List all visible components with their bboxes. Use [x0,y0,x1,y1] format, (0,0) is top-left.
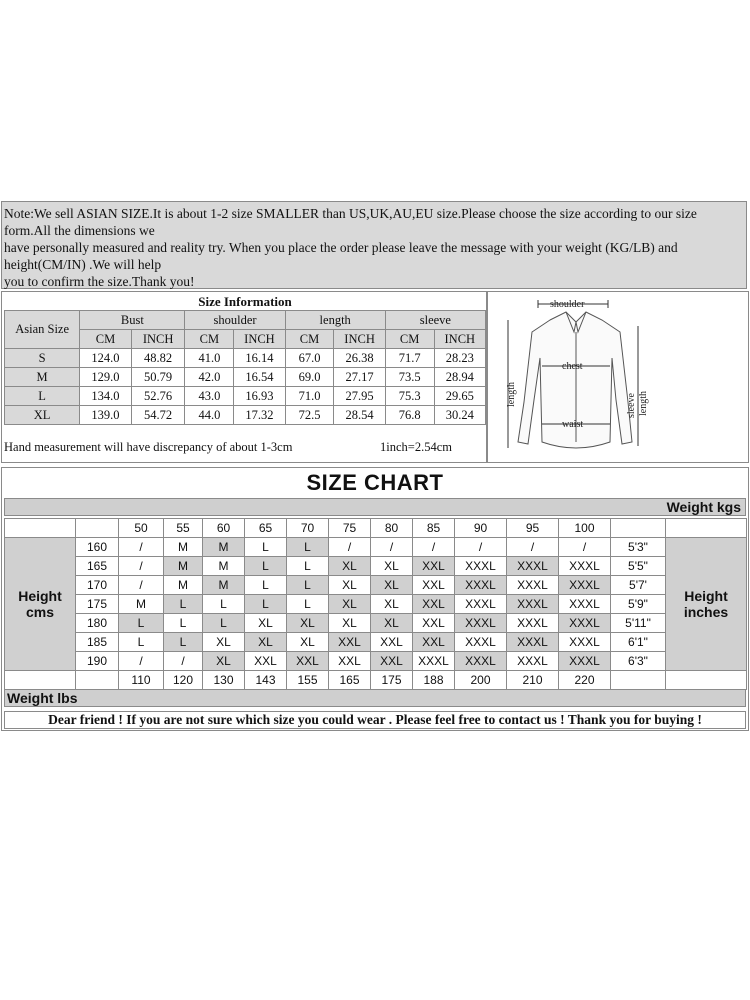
size-info-cell: 28.54 [334,406,385,425]
shoulder-diagram-label: shoulder [550,299,585,310]
size-cell: XL [203,633,245,652]
size-info-row [5,387,486,406]
size-cell: L [287,576,329,595]
size-info-cell: 41.0 [185,349,234,368]
size-info-cell: 73.5 [385,368,434,387]
kg-value: 70 [287,519,329,538]
height-inches-line: Height [684,588,728,604]
length-diagram-label: length [506,382,517,407]
size-info-cell: 28.23 [434,349,485,368]
size-info-row [5,349,486,368]
chest-diagram-label: chest [562,361,583,372]
size-cell: XXXL [413,652,455,671]
unit-header: CM [185,330,234,349]
size-chart-panel [1,467,749,731]
lb-value: 200 [455,671,507,690]
size-cell: / [413,538,455,557]
weight-kgs-bar: Weight kgs [4,498,746,516]
size-info-cell: 71.7 [385,349,434,368]
size-cell: XXL [245,652,287,671]
height-row [5,614,747,633]
size-cell: XXL [329,652,371,671]
height-row [5,633,747,652]
size-cell: / [119,557,164,576]
size-cell: M [203,538,245,557]
size-cell: XXL [413,633,455,652]
size-info-cell: 42.0 [185,368,234,387]
size-cell: XXXL [507,576,559,595]
size-cell: L [203,614,245,633]
size-cell: XL [371,595,413,614]
bust-header: Bust [80,311,185,330]
size-cell: L [164,614,203,633]
size-cell: L [119,614,164,633]
size-cell: L [164,633,203,652]
size-info-cell: 124.0 [80,349,132,368]
weight-lbs-bar: Weight lbs [4,689,746,707]
height-inch-value: 6'1" [611,633,666,652]
size-cell: / [455,538,507,557]
size-info-cell: 26.38 [334,349,385,368]
lb-value: 143 [245,671,287,690]
size-chart-table [4,518,747,690]
kg-value: 80 [371,519,413,538]
blank-cell [666,519,747,538]
size-cell: XL [329,576,371,595]
size-info-cell: 16.93 [234,387,285,406]
size-info-cell: 134.0 [80,387,132,406]
size-cell: L [287,557,329,576]
blank-cell [5,519,76,538]
lb-value: 220 [559,671,611,690]
size-cell: XXL [413,557,455,576]
size-info-cell: 30.24 [434,406,485,425]
lb-value: 120 [164,671,203,690]
kg-value: 75 [329,519,371,538]
size-cell: XXXL [507,633,559,652]
size-info-cell: 54.72 [131,406,185,425]
size-info-cell: 29.65 [434,387,485,406]
lb-value: 155 [287,671,329,690]
height-cms-line: Height [18,588,62,604]
shirt-diagram-panel [487,291,749,463]
size-info-cell: 71.0 [285,387,334,406]
size-cell: / [371,538,413,557]
size-info-cell: 27.17 [334,368,385,387]
sleeve-length-diagram-label: length [638,391,649,416]
shoulder-header: shoulder [185,311,285,330]
lb-value: 175 [371,671,413,690]
size-info-cell: 43.0 [185,387,234,406]
lb-value: 130 [203,671,245,690]
size-info-cell: 44.0 [185,406,234,425]
unit-header: CM [385,330,434,349]
size-info-row [5,368,486,387]
kg-value: 65 [245,519,287,538]
size-cell: L [245,576,287,595]
measurement-note: Hand measurement will have discrepancy of about 1-3cm [4,440,293,454]
height-inch-value: 5'11" [611,614,666,633]
size-info-cell: 27.95 [334,387,385,406]
size-cell: XXXL [559,652,611,671]
size-cell: L [164,595,203,614]
size-cell: XXL [413,595,455,614]
size-info-cell: 72.5 [285,406,334,425]
size-cell: / [329,538,371,557]
size-label: M [5,368,80,387]
height-cm-value: 160 [76,538,119,557]
kg-value: 60 [203,519,245,538]
size-information-table [4,310,486,425]
size-cell: XXXL [559,595,611,614]
size-info-cell: 75.3 [385,387,434,406]
size-cell: XL [329,557,371,576]
size-info-cell: 69.0 [285,368,334,387]
kg-value: 55 [164,519,203,538]
size-cell: L [119,633,164,652]
size-note: Note:We sell ASIAN SIZE.It is about 1-2 size SMALLER than US,UK,AU,EU size.Please choose the size according to our size form.All the dimensions we have personally measured and reality try. When you place the order please leave the message with your weight (KG/LB) and height(CM/IN) .We will help you to confirm the size.Thank you! [1,201,747,289]
blank-cell [5,671,76,690]
size-cell: M [164,576,203,595]
height-inch-value: 6'3" [611,652,666,671]
size-info-cell: 67.0 [285,349,334,368]
unit-header: CM [80,330,132,349]
unit-header: INCH [234,330,285,349]
kg-value: 50 [119,519,164,538]
size-cell: XXXL [455,633,507,652]
lb-value: 165 [329,671,371,690]
height-cms-line: cms [25,604,55,620]
size-label: L [5,387,80,406]
inch-conversion: 1inch=2.54cm [380,440,452,454]
size-cell: / [559,538,611,557]
size-cell: M [164,557,203,576]
size-cell: XXXL [559,576,611,595]
size-cell: M [203,576,245,595]
height-row [5,595,747,614]
blank-cell [611,671,666,690]
height-cms-label [5,538,76,671]
lb-value: 188 [413,671,455,690]
waist-diagram-label: waist [562,419,584,430]
size-cell: XL [329,614,371,633]
size-info-cell: 48.82 [131,349,185,368]
kg-value: 100 [559,519,611,538]
kg-value: 95 [507,519,559,538]
unit-header: INCH [334,330,385,349]
size-info-cell: 50.79 [131,368,185,387]
size-info-cell: 17.32 [234,406,285,425]
size-cell: M [164,538,203,557]
size-cell: M [203,557,245,576]
unit-header: CM [285,330,334,349]
size-information-panel [1,291,487,463]
height-inch-value: 5'3" [611,538,666,557]
size-cell: XXXL [559,557,611,576]
size-cell: XXXL [455,576,507,595]
size-cell: / [119,652,164,671]
size-info-cell: 76.8 [385,406,434,425]
height-cm-value: 180 [76,614,119,633]
height-row [5,557,747,576]
size-cell: XXL [413,614,455,633]
height-inch-value: 5'9" [611,595,666,614]
height-cm-value: 190 [76,652,119,671]
thank-you-message: Dear friend ! If you are not sure which size you could wear . Please feel free to contact us ! Thank you for buying ! [4,711,746,729]
lb-value: 110 [119,671,164,690]
size-label: XL [5,406,80,425]
kg-value: 90 [455,519,507,538]
size-cell: / [507,538,559,557]
size-cell: / [119,538,164,557]
size-cell: L [287,538,329,557]
kgs-row [5,519,747,538]
size-cell: XXXL [507,557,559,576]
size-info-cell: 139.0 [80,406,132,425]
size-info-cell: 28.94 [434,368,485,387]
size-cell: XXXL [455,557,507,576]
size-cell: XL [371,557,413,576]
blank-cell [76,671,119,690]
size-cell: / [119,576,164,595]
size-cell: XL [329,595,371,614]
size-cell: M [119,595,164,614]
size-cell: L [245,595,287,614]
size-info-cell: 16.14 [234,349,285,368]
size-cell: XL [203,652,245,671]
size-cell: XL [371,614,413,633]
size-cell: XL [287,633,329,652]
size-cell: XXXL [507,652,559,671]
size-cell: L [245,538,287,557]
height-inch-value: 5'5" [611,557,666,576]
blank-cell [611,519,666,538]
sleeve-diagram-label: sleeve [626,393,637,418]
size-info-cell: 129.0 [80,368,132,387]
size-cell: XXL [287,652,329,671]
size-cell: XL [245,633,287,652]
unit-header: INCH [131,330,185,349]
size-cell: XXXL [455,652,507,671]
size-cell: XXXL [559,633,611,652]
size-cell: XXXL [455,595,507,614]
size-information-title: Size Information [198,294,292,309]
blank-cell [76,519,119,538]
height-cm-value: 170 [76,576,119,595]
height-row [5,652,747,671]
size-info-cell: 52.76 [131,387,185,406]
height-row [5,538,747,557]
size-cell: XXL [371,652,413,671]
kg-value: 85 [413,519,455,538]
height-cm-value: 185 [76,633,119,652]
height-row [5,576,747,595]
asian-size-header: Asian Size [5,311,80,349]
length-header: length [285,311,385,330]
size-cell: XXXL [507,614,559,633]
unit-header: INCH [434,330,485,349]
size-cell: XL [371,576,413,595]
shirt-diagram [488,292,748,462]
height-cm-value: 165 [76,557,119,576]
size-cell: XXL [371,633,413,652]
size-label: S [5,349,80,368]
size-cell: XXL [329,633,371,652]
size-info-row [5,406,486,425]
lb-value: 210 [507,671,559,690]
height-cm-value: 175 [76,595,119,614]
sleeve-header: sleeve [385,311,485,330]
height-inches-label [666,538,747,671]
blank-cell [666,671,747,690]
size-cell: L [203,595,245,614]
height-inch-value: 5'7' [611,576,666,595]
size-info-cell: 16.54 [234,368,285,387]
size-chart-title: SIZE CHART [306,470,444,495]
height-inches-line: inches [683,604,729,620]
lbs-row [5,671,747,690]
size-cell: L [287,595,329,614]
size-cell: XXL [413,576,455,595]
size-cell: XL [245,614,287,633]
size-cell: XXXL [559,614,611,633]
size-cell: XXXL [455,614,507,633]
size-cell: XL [287,614,329,633]
size-cell: / [164,652,203,671]
size-cell: L [245,557,287,576]
size-cell: XXXL [507,595,559,614]
